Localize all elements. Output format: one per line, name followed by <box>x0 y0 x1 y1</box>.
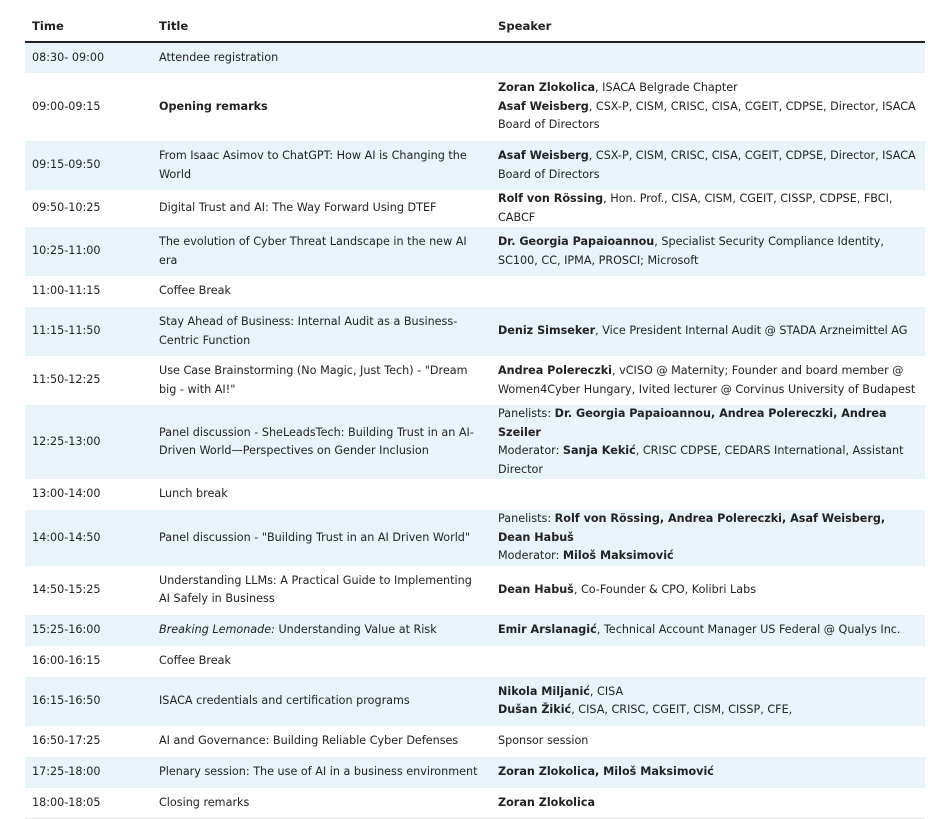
title-text: Plenary session: The use of AI in a business environment <box>159 764 478 778</box>
speaker-detail: , CISA, CRISC, CGEIT, CISM, CISSP, CFE, <box>571 703 793 716</box>
title-cell <box>152 615 491 646</box>
header-time: Time <box>25 10 152 42</box>
speaker-name: Zoran Zlokolica, Miloš Maksimović <box>498 764 714 778</box>
title-text: Panel discussion - "Building Trust in an AI Driven World" <box>159 530 471 544</box>
time-cell: 09:50-10:25 <box>25 190 152 227</box>
title-cell <box>152 276 491 307</box>
time-cell: 08:30- 09:00 <box>25 42 152 73</box>
speaker-detail: , Hon. Prof., CISA, CISM, CGEIT, CISSP, CDPSE, FBCI, CABCF <box>498 192 893 224</box>
title-text: Use Case Brainstorming (No Magic, Just Tech) - "Dream big - with AI!" <box>159 364 468 396</box>
title-cell <box>152 356 491 405</box>
title-cell <box>152 757 491 788</box>
header-title: Title <box>152 10 491 42</box>
speaker-cell <box>491 405 925 479</box>
speaker-line <box>498 683 918 702</box>
title-cell <box>152 646 491 677</box>
title-cell <box>152 227 491 276</box>
speaker-detail: , CISA <box>589 684 624 698</box>
speaker-name: Miloš Maksimović <box>562 549 674 562</box>
speaker-detail: , Vice President Internal Audit @ STADA Arzneimittel AG <box>595 324 908 338</box>
speaker-detail: , vCISO @ Maternity; Founder and board member @ Women4Cyber Hungary, Ivited lecturer @ Corvinus University of Budapest <box>498 364 916 396</box>
speaker-cell <box>491 356 925 405</box>
time-cell: 14:00-14:50 <box>25 510 152 566</box>
time-cell: 16:00-16:15 <box>25 646 152 677</box>
speaker-name: Rolf von Rössing <box>498 192 604 205</box>
speaker-name: Sanja Kekić <box>562 444 636 457</box>
table-row <box>25 356 925 405</box>
speaker-detail: , Co-Founder & CPO, Kolibri Labs <box>573 582 757 596</box>
title-cell <box>152 190 491 227</box>
title-cell <box>152 788 491 819</box>
speaker-detail: , CSX-P, CISM, CRISC, CISA, CGEIT, CDPSE, Director, ISACA Board of Directors <box>498 149 916 181</box>
speaker-name: Dušan Žikić <box>498 703 572 716</box>
speaker-name: Asaf Weisberg <box>498 99 589 113</box>
table-row <box>25 615 925 646</box>
speaker-detail: Moderator: <box>498 549 563 562</box>
title-cell <box>152 479 491 510</box>
table-row <box>25 566 925 615</box>
time-cell: 09:00-09:15 <box>25 73 152 141</box>
time-cell: 12:25-13:00 <box>25 405 152 479</box>
speaker-line <box>498 322 918 341</box>
table-row <box>25 405 925 479</box>
speaker-cell <box>491 190 925 227</box>
speaker-detail: Sponsor session <box>498 733 589 747</box>
time-cell: 11:00-11:15 <box>25 276 152 307</box>
time-cell: 17:25-18:00 <box>25 757 152 788</box>
table-row <box>25 510 925 566</box>
speaker-cell <box>491 757 925 788</box>
title-text: Attendee registration <box>159 50 279 64</box>
table-row <box>25 276 925 307</box>
speaker-name: Zoran Zlokolica <box>498 795 596 809</box>
time-cell: 09:15-09:50 <box>25 141 152 190</box>
speaker-cell <box>491 276 925 307</box>
speaker-line <box>498 701 918 720</box>
header-row <box>25 10 925 42</box>
speaker-name: Nikola Miljanić <box>498 684 590 698</box>
table-row <box>25 227 925 276</box>
speaker-name: Deniz Simseker <box>498 324 596 338</box>
speaker-cell <box>491 479 925 510</box>
title-cell <box>152 405 491 479</box>
speaker-line <box>498 405 918 442</box>
speaker-cell <box>491 566 925 615</box>
title-text: Panel discussion - SheLeadsTech: Building Trust in an AI-Driven World—Perspectives on Gender Inclusion <box>159 425 474 457</box>
speaker-cell <box>491 677 925 726</box>
speaker-detail: Panelists: <box>498 512 555 525</box>
title-cell <box>152 42 491 73</box>
time-cell: 18:00-18:05 <box>25 788 152 819</box>
title-text: Lunch break <box>159 487 228 501</box>
speaker-cell <box>491 510 925 566</box>
time-cell: 16:15-16:50 <box>25 677 152 726</box>
speaker-line <box>498 510 918 547</box>
speaker-line <box>498 442 918 479</box>
speaker-cell <box>491 646 925 677</box>
speaker-name: Dr. Georgia Papaioannou, Andrea Polereczki, Andrea Szeiler <box>498 407 887 439</box>
speaker-detail: , ISACA Belgrade Chapter <box>595 81 738 95</box>
speaker-name: Emir Arslanagić <box>498 622 597 636</box>
title-cell <box>152 510 491 566</box>
title-cell <box>152 566 491 615</box>
speaker-cell <box>491 615 925 646</box>
speaker-line <box>498 547 918 566</box>
speaker-cell <box>491 42 925 73</box>
table-row <box>25 757 925 788</box>
table-row <box>25 190 925 227</box>
speaker-cell <box>491 73 925 141</box>
time-cell: 10:25-11:00 <box>25 227 152 276</box>
speaker-line <box>498 233 918 270</box>
speaker-detail: , Technical Account Manager US Federal @ Qualys Inc. <box>596 622 901 636</box>
speaker-detail: , CRISC CDPSE, CEDARS International, Assistant Director <box>498 444 904 476</box>
title-text: Breaking Lemonade: <box>159 622 275 636</box>
speaker-name: Zoran Zlokolica <box>498 81 596 95</box>
header-speaker: Speaker <box>491 10 925 42</box>
speaker-line <box>498 763 918 782</box>
agenda-table <box>25 10 925 819</box>
speaker-cell <box>491 307 925 356</box>
time-cell: 15:25-16:00 <box>25 615 152 646</box>
time-cell: 16:50-17:25 <box>25 726 152 757</box>
speaker-detail: Moderator: <box>498 444 563 457</box>
table-row <box>25 42 925 73</box>
table-row <box>25 307 925 356</box>
speaker-name: Dr. Georgia Papaioannou <box>498 235 655 248</box>
title-cell <box>152 141 491 190</box>
title-text: ISACA credentials and certification programs <box>159 693 410 707</box>
title-text: Closing remarks <box>159 795 250 809</box>
title-text: Opening remarks <box>159 99 268 113</box>
speaker-name: Dean Habuš <box>498 582 574 596</box>
speaker-line <box>498 621 918 640</box>
title-cell <box>152 726 491 757</box>
title-text: The evolution of Cyber Threat Landscape in the new AI era <box>159 235 467 267</box>
title-text: Stay Ahead of Business: Internal Audit as a Business-Centric Function <box>159 315 458 347</box>
time-cell: 11:50-12:25 <box>25 356 152 405</box>
title-text: Coffee Break <box>159 653 231 667</box>
title-text: From Isaac Asimov to ChatGPT: How AI is Changing the World <box>159 149 467 181</box>
speaker-cell <box>491 726 925 757</box>
table-row <box>25 726 925 757</box>
title-text: AI and Governance: Building Reliable Cyber Defenses <box>159 733 459 747</box>
speaker-cell <box>491 141 925 190</box>
title-cell <box>152 307 491 356</box>
time-cell: 11:15-11:50 <box>25 307 152 356</box>
speaker-name: Andrea Polereczki <box>498 364 613 377</box>
speaker-detail: Panelists: <box>498 407 555 420</box>
speaker-line <box>498 147 918 184</box>
speaker-line <box>498 732 918 751</box>
time-cell: 14:50-15:25 <box>25 566 152 615</box>
speaker-name: Rolf von Rössing, Andrea Polereczki, Asaf Weisberg, Dean Habuš <box>498 512 886 544</box>
table-row <box>25 677 925 726</box>
speaker-name: Asaf Weisberg <box>498 149 589 162</box>
title-cell <box>152 73 491 141</box>
speaker-line <box>498 79 918 98</box>
speaker-line <box>498 581 918 600</box>
table-row <box>25 788 925 819</box>
speaker-detail: , Specialist Security Compliance Identity, SC100, CC, IPMA, PROSCI; Microsoft <box>498 235 884 267</box>
speaker-detail: , CSX-P, CISM, CRISC, CISA, CGEIT, CDPSE, Director, ISACA Board of Directors <box>498 99 916 132</box>
table-row <box>25 73 925 141</box>
agenda-body <box>25 42 925 819</box>
title-text: Understanding Value at Risk <box>274 622 437 636</box>
table-row <box>25 141 925 190</box>
title-text: Coffee Break <box>159 284 231 298</box>
table-row <box>25 646 925 677</box>
speaker-line <box>498 98 918 135</box>
title-cell <box>152 677 491 726</box>
speaker-cell <box>491 788 925 819</box>
title-text: Understanding LLMs: A Practical Guide to Implementing AI Safely in Business <box>159 573 472 605</box>
speaker-line <box>498 362 918 399</box>
time-cell: 13:00-14:00 <box>25 479 152 510</box>
speaker-cell <box>491 227 925 276</box>
title-text: Digital Trust and AI: The Way Forward Using DTEF <box>159 201 437 215</box>
speaker-line <box>498 190 918 227</box>
speaker-line <box>498 794 918 813</box>
table-row <box>25 479 925 510</box>
